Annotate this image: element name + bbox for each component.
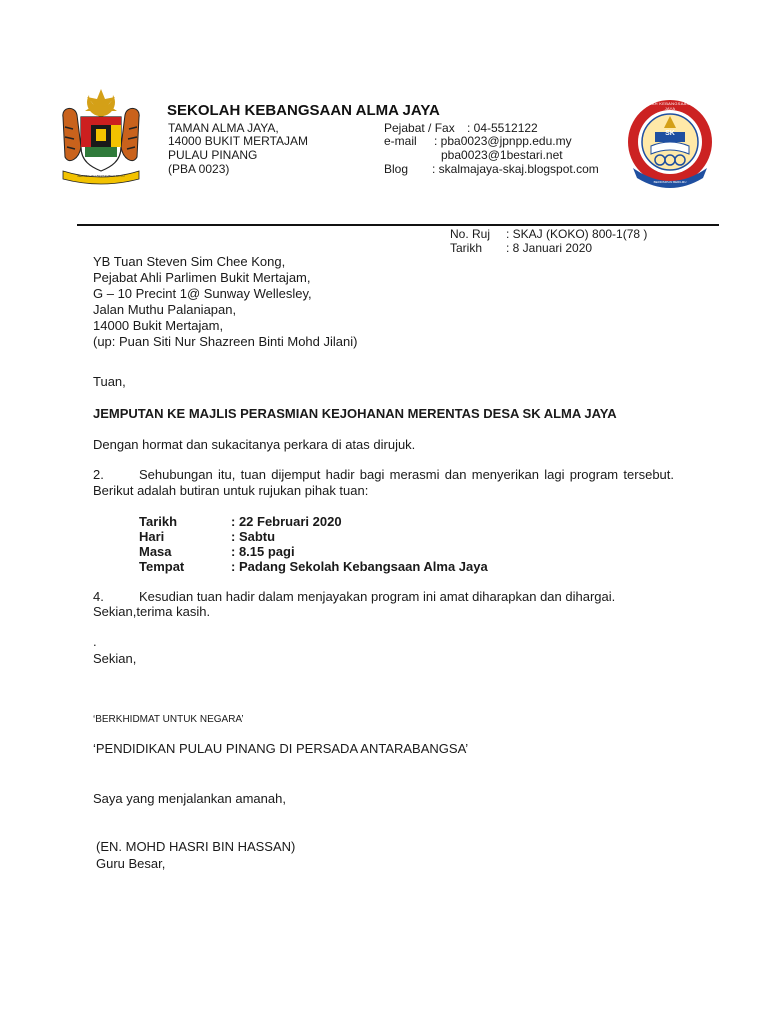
address-line: (PBA 0023) — [168, 162, 230, 176]
coat-of-arms-logo — [55, 87, 147, 187]
detail-value: : 22 Februari 2020 — [231, 514, 342, 529]
contact-value-phone: : 04-5512122 — [467, 121, 538, 135]
ref-label: No. Ruj — [450, 227, 491, 241]
ref-value: : SKAJ (KOKO) 800-1(78 ) — [506, 227, 648, 241]
date-value: : 8 Januari 2020 — [506, 241, 593, 255]
motto-pendidikan: ‘PENDIDIKAN PULAU PINANG DI PERSADA ANTARABANGSA’ — [93, 741, 469, 756]
recipient-line: 14000 Bukit Mertajam, — [93, 318, 224, 333]
paragraph-4-line2: Sekian,terima kasih. — [93, 604, 211, 619]
contact-value-email-2: pba0023@1bestari.net — [441, 148, 563, 162]
address-line: 14000 BUKIT MERTAJAM — [168, 134, 309, 148]
paragraph-2 — [93, 467, 674, 499]
recipient-line: G – 10 Precint 1@ Sunway Wellesley, — [93, 286, 312, 301]
paragraph-4-number: 4. — [93, 589, 104, 604]
paragraph-2-number: 2. — [93, 467, 104, 482]
header-divider — [77, 224, 719, 226]
signatory-name: (EN. MOHD HASRI BIN HASSAN) — [96, 839, 296, 854]
date-label: Tarikh — [450, 241, 483, 255]
contact-label-email: e-mail — [384, 134, 417, 148]
contact-label-phone: Pejabat / Fax — [384, 121, 455, 135]
address-line: TAMAN ALMA JAYA, — [168, 121, 279, 135]
school-logo-text: SEKOLAH KEBANGSAAN ALMA JAYA — [636, 101, 704, 111]
school-logo-initials: SK — [665, 130, 675, 137]
paragraph-2-text: Sehubungan itu, tuan dijemput hadir bagi merasmi dan menyerikan lagi program tersebut. Berikut adalah butiran untuk rujukan pihak tuan: — [93, 467, 674, 498]
school-name: SEKOLAH KEBANGSAAN ALMA JAYA — [167, 102, 440, 119]
contact-value-blog: : skalmajaya-skaj.blogspot.com — [432, 162, 599, 176]
school-logo — [625, 98, 715, 190]
salutation: Tuan, — [93, 374, 126, 389]
detail-label: Tarikh — [139, 514, 178, 529]
school-logo-ribbon: BERDISIPLIN BERILMU — [653, 180, 687, 184]
signatory-title: Guru Besar, — [96, 856, 166, 871]
contact-value-email: : pba0023@jpnpp.edu.my — [434, 134, 572, 148]
subject-line: JEMPUTAN KE MAJLIS PERASMIAN KEJOHANAN MERENTAS DESA SK ALMA JAYA — [93, 406, 617, 421]
detail-value: : Sabtu — [231, 529, 276, 544]
address-line: PULAU PINANG — [168, 148, 258, 162]
stray-dot: . — [93, 634, 97, 649]
recipient-line: Pejabat Ahli Parlimen Bukit Mertajam, — [93, 270, 311, 285]
closing: Sekian, — [93, 651, 137, 666]
detail-label: Hari — [139, 529, 165, 544]
detail-value: : Padang Sekolah Kebangsaan Alma Jaya — [231, 559, 488, 574]
paragraph-1: Dengan hormat dan sukacitanya perkara di atas dirujuk. — [93, 437, 416, 452]
paragraph-4-text: Kesudian tuan hadir dalam menjayakan program ini amat diharapkan dan dihargai. — [139, 589, 616, 604]
detail-label: Tempat — [139, 559, 185, 574]
sign-off: Saya yang menjalankan amanah, — [93, 791, 286, 806]
detail-value: : 8.15 pagi — [231, 544, 295, 559]
motto-berkhidmat: ‘BERKHIDMAT UNTUK NEGARA’ — [93, 714, 244, 725]
contact-label-blog: Blog — [384, 162, 409, 176]
recipient-line: (up: Puan Siti Nur Shazreen Binti Mohd Jilani) — [93, 334, 358, 349]
recipient-line: Jalan Muthu Palaniapan, — [93, 302, 237, 317]
crest-motto-text: BERSEKUTU BERTAMBAH MUTU — [77, 174, 125, 178]
detail-label: Masa — [139, 544, 172, 559]
recipient-line: YB Tuan Steven Sim Chee Kong, — [93, 254, 286, 269]
